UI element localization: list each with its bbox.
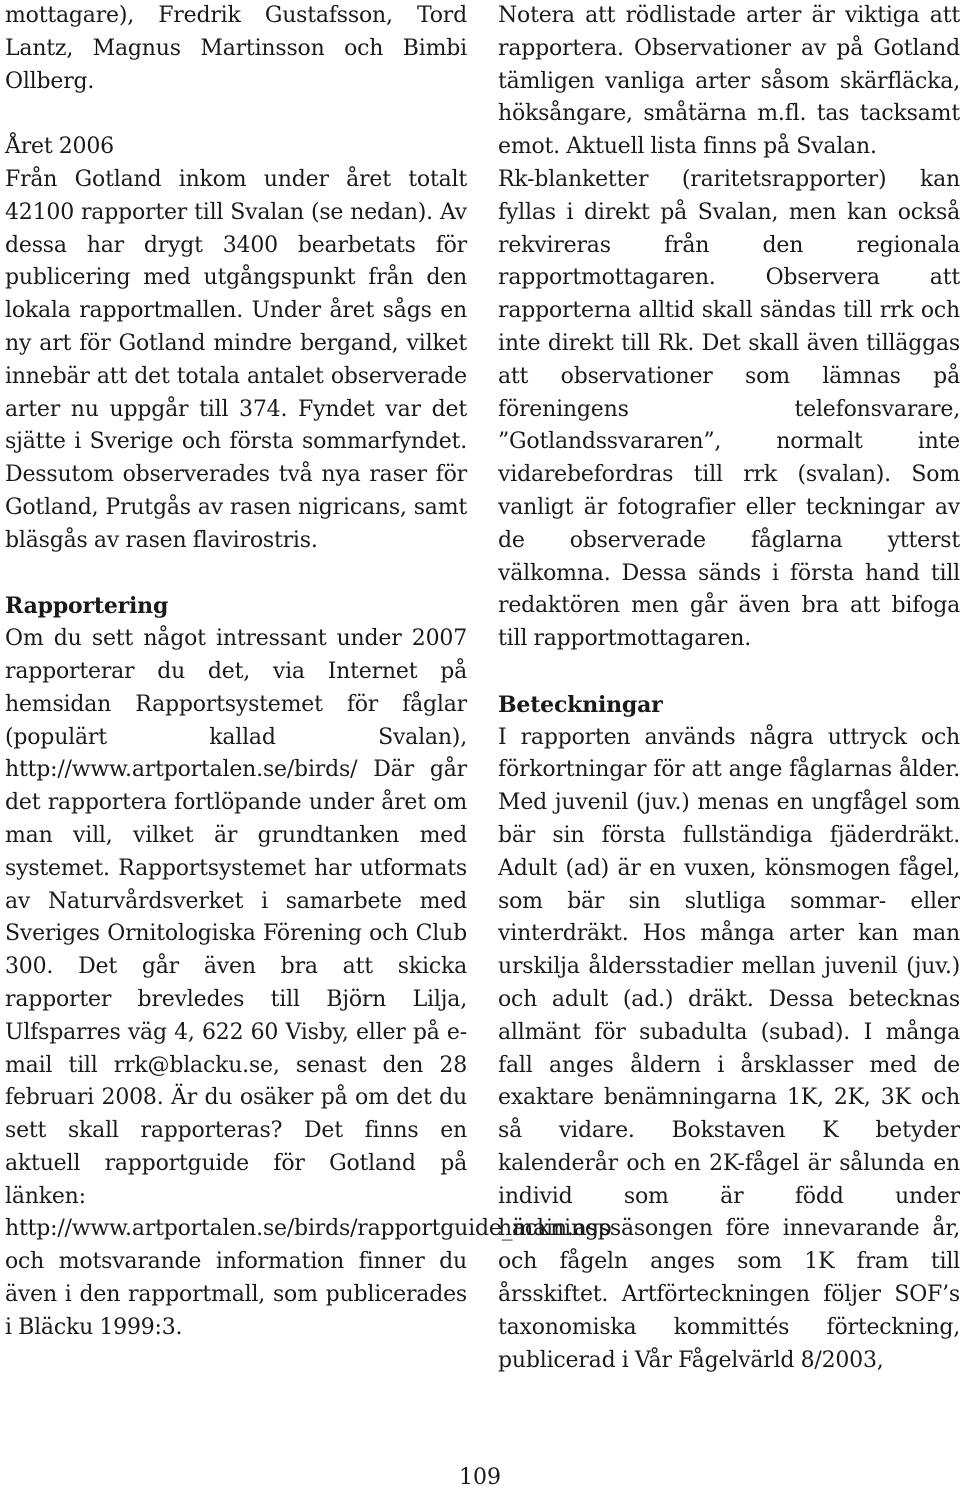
year-paragraph: Från Gotland inkom under året totalt 42100 rapporter till Svalan (se nedan). Av dessa har drygt 3400 bearbetats för publicering med utgångspunkt från den lokala rapportmallen. Under året sågs en ny art för Gotland mindre bergand, vilket innebär att det totala antalet observerade arter nu uppgår till 374. Fyndet var det sjätte i Sverige och första sommarfyndet. Dessutom observerades två nya raser för Gotland, Prutgås av rasen nigricans, samt bläsgås av rasen flavirostris. [5,166,467,553]
reporting-paragraph: Om du sett något intressant under 2007 rapporterar du det, via Internet på hemsidan Rapportsystemet för fåglar (populärt kallad Svalan), http://www.artportalen.se/birds/ Där går det rapportera fortlöpande under året om man vill, vilket är grundtanken med systemet. Rapportsystemet har utformats av Naturvårdsverket i samarbete med Sveriges Ornitologiska Förening och Club 300. Det går även bra att skicka rapporter brevledes till Björn Lilja, Ulfsparres väg 4, 622 60 Visby, eller på e-mail till rrk@blacku.se, senast den 28 februari 2008. Är du osäker på om det du sett skall rapporteras? Det finns en aktuell rapportguide för Gotland på länken: http://www.artportalen.se/birds/rapportguide_main.asp och motsvarande information finner du även i den rapportmall, som publicerades i Bläcku 1999:3. [5,626,612,1340]
paragraph-gap [498,656,960,689]
year-heading: Året 2006 [5,134,114,160]
beteckningar-heading: Beteckningar [498,691,663,718]
rk-paragraph: Rk-blanketter (raritetsrapporter) kan fyllas i direkt på Svalan, men kan också rekvireras från den regionala rapportmottagaren. Observera att rapporterna alltid skall sändas till rrk och inte direkt till Rk. Det skall även tilläggas att observationer som lämnas på föreningens telefonsvarare, ”Gotlandssvararen”, normalt inte vidarebefordras till rrk (svalan). Som vanligt är fotografier eller teckningar av de observerade fåglarna ytterst välkomna. Dessa sänds i första hand till redaktören men går även bra att bifoga till rapportmottagaren. [498,166,960,652]
beteckningar-paragraph: I rapporten används några uttryck och förkortningar för att ange fåglarnas ålder. Med juvenil (juv.) menas en ungfågel som bär sin första fullständiga fjäderdräkt. Adult (ad) är en vuxen, könsmogen fågel, som bär sin slutliga sommar- eller vinterdräkt. Hos många arter kan man urskilja åldersstadier mellan juvenil (juv.) och adult (ad.) dräkt. Dessa betecknas allmänt för subadulta (subad). I många fall anges åldern i årsklasser med de exaktare benämningarna 1K, 2K, 3K och så vidare. Bokstaven K betyder kalenderår och en 2K-fågel är sålunda en individ som är född under häckningssäsongen före innevarande år, och fågeln anges som 1K fram till årsskiftet. Artförteckningen följer SOF’s taxonomiska kommittés förteckning, publicerad i Vår Fågelvärld 8/2003, [498,724,960,1373]
paragraph-gap [5,558,467,591]
page-number: 109 [459,1465,501,1490]
intro-tail-paragraph: mottagare), Fredrik Gustafsson, Tord Lantz, Magnus Martinsson och Bimbi Ollberg. [5,3,467,94]
paragraph-gap [5,98,467,131]
right-column [498,0,960,1377]
reporting-heading: Rapportering [5,593,169,620]
redlist-paragraph: Notera att rödlistade arter är viktiga att rapportera. Observationer av på Gotland tämligen vanliga arter såsom skärfläcka, höksångare, småtärna m.fl. tas tacksamt emot. Aktuell lista finns på Svalan. [498,3,960,160]
